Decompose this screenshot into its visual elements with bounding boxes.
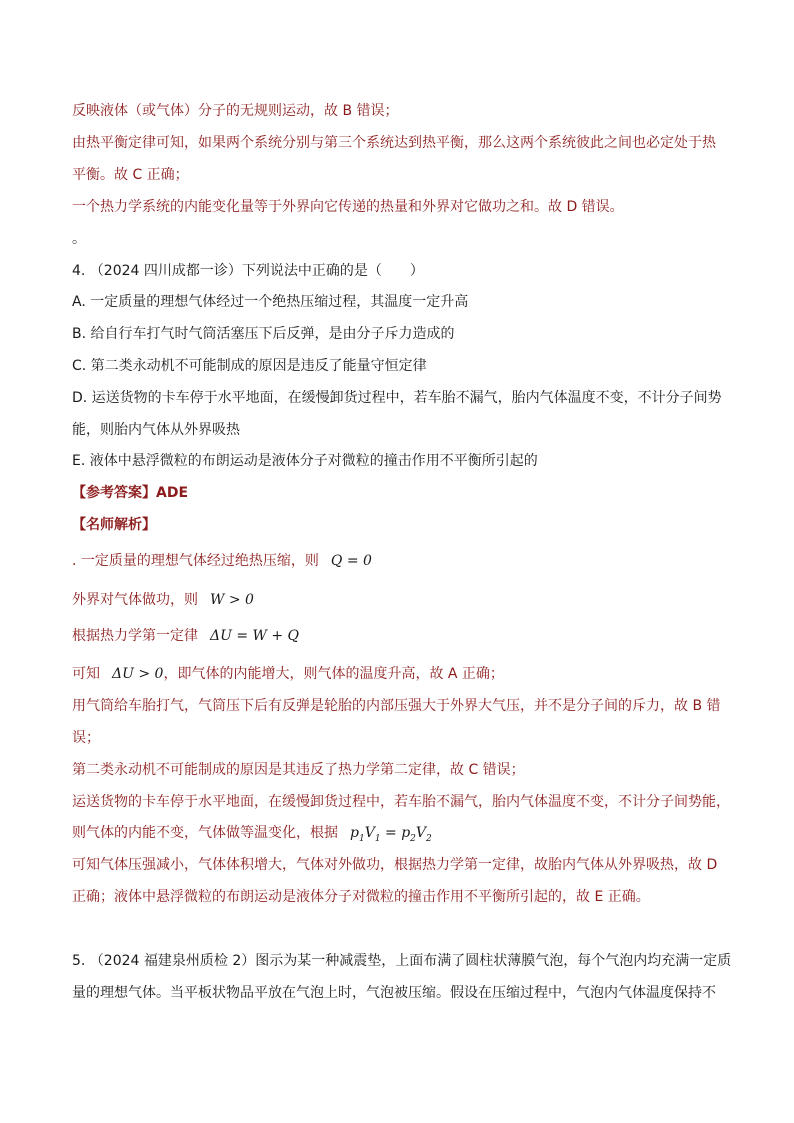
analysis-text: . 一定质量的理想气体经过绝热压缩，则 [72, 553, 319, 569]
q4-option-e: E. 液体中悬浮微粒的布朗运动是液体分子对微粒的撞击作用不平衡所引起的 [72, 453, 538, 469]
q3-analysis-line: 反映液体（或气体）分子的无规则运动，故 B 错误； [72, 103, 399, 119]
analysis-text: 可知 [72, 666, 100, 682]
formula-du-positive: ΔU > 0 [112, 666, 164, 682]
q4-option-d: D. 运送货物的卡车停于水平地面，在缓慢卸货过程中，若车胎不漏气，胎内气体温度不变，不计分子间势 [72, 390, 722, 406]
q4-option-b: B. 给自行车打气时气筒活塞压下后反弹，是由分子斥力造成的 [72, 326, 455, 342]
analysis-text: ，即气体的内能增大，则气体的温度升高，故 A 正确； [163, 666, 504, 682]
q5-stem: 5. （2024 福建泉州质检 2）图示为某一种减震垫，上面布满了圆柱状薄膜气泡，每个气泡内均充满一定质 [72, 953, 732, 969]
q3-analysis-line: 平衡。故 C 正确； [72, 167, 189, 183]
q4-analysis-a7: 运送货物的卡车停于水平地面，在缓慢卸货过程中，若车胎不漏气，胎内气体温度不变，不计分子间势能， [72, 794, 730, 810]
q4-stem: 4. （2024 四川成都一诊）下列说法中正确的是（ ） [72, 263, 424, 279]
q4-analysis-a5: 用气筒给车胎打气，气筒压下后有反弹是轮胎的内部压强大于外界大气压，并不是分子间的斥力，故 B 错 [72, 698, 721, 714]
q4-analysis-a8-cont: 正确；液体中悬浮微粒的布朗运动是液体分子对微粒的撞击作用不平衡所引起的，故 E 正确。 [72, 889, 650, 905]
q3-analysis-end: 。 [72, 231, 86, 247]
analysis-text: 外界对气体做功，则 [72, 592, 198, 608]
analysis-text: 根据热力学第一定律 [72, 628, 198, 644]
q4-analysis-a7-cont [72, 823, 432, 849]
q4-analysis-title: 【名师解析】 [72, 517, 156, 533]
formula-first-law: ΔU = W + Q [210, 628, 300, 644]
q4-option-c: C. 第二类永动机不可能制成的原因是违反了能量守恒定律 [72, 358, 427, 374]
q5-stem-cont: 量的理想气体。当平板状物品平放在气泡上时，气泡被压缩。假设在压缩过程中，气泡内气体温度保持不 [72, 985, 716, 1001]
analysis-text: 则气体的内能不变，气体做等温变化，根据 [72, 825, 338, 841]
q4-analysis-a6: 第二类永动机不可能制成的原因是其违反了热力学第二定律，故 C 错误； [72, 762, 525, 778]
q4-analysis-a3 [72, 626, 299, 646]
formula-boyle-law: $p_1V_1 = p_2V_2$ [350, 825, 432, 844]
q4-analysis-a4 [72, 664, 504, 684]
q3-analysis-line: 一个热力学系统的内能变化量等于外界向它传递的热量和外界对它做功之和。故 D 错误。 [72, 199, 624, 215]
formula-w-positive: W > 0 [210, 592, 254, 608]
formula-q-zero: Q = 0 [330, 553, 372, 569]
q4-analysis-a2 [72, 590, 254, 610]
q4-analysis-a5-cont: 误； [72, 730, 100, 746]
q4-analysis-a8: 可知气体压强减小，气体体积增大，气体对外做功，根据热力学第一定律，故胎内气体从外界吸热，故 D [72, 857, 718, 873]
q3-analysis-line: 由热平衡定律可知，如果两个系统分别与第三个系统达到热平衡，那么这两个系统彼此之间也必定处于热 [72, 135, 716, 151]
q4-analysis-a1 [72, 551, 372, 571]
q4-option-a: A. 一定质量的理想气体经过一个绝热压缩过程，其温度一定升高 [72, 294, 469, 310]
q4-answer: 【参考答案】ADE [72, 485, 189, 501]
q4-option-d-cont: 能，则胎内气体从外界吸热 [72, 422, 240, 438]
